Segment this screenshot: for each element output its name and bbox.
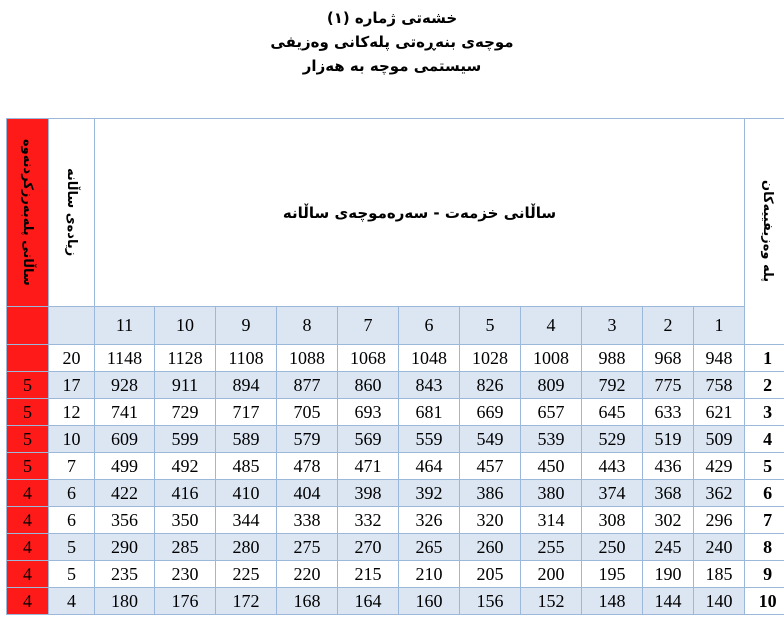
- salary-cell: 275: [277, 534, 338, 561]
- salary-cell: 621: [694, 399, 745, 426]
- year-11: 11: [95, 307, 155, 345]
- salary-cell: 350: [155, 507, 216, 534]
- year-6: 6: [399, 307, 460, 345]
- promotion-years-header: ساڵانی پلەبەرزکردنەوە: [7, 119, 49, 307]
- grade-label: 9: [745, 561, 784, 588]
- grade-label: 5: [745, 453, 784, 480]
- salary-cell: 235: [95, 561, 155, 588]
- salary-cell: 152: [521, 588, 582, 615]
- salary-cell: 386: [460, 480, 521, 507]
- salary-cell: 210: [399, 561, 460, 588]
- salary-cell: 250: [582, 534, 643, 561]
- grade-label: 3: [745, 399, 784, 426]
- salary-cell: 741: [95, 399, 155, 426]
- salary-cell: 499: [95, 453, 155, 480]
- promotion-cell: 4: [7, 534, 49, 561]
- salary-cell: 200: [521, 561, 582, 588]
- table-row: [7, 372, 784, 399]
- salary-cell: 775: [643, 372, 694, 399]
- salary-cell: 416: [155, 480, 216, 507]
- salary-cell: 729: [155, 399, 216, 426]
- salary-cell: 356: [95, 507, 155, 534]
- salary-cell: 190: [643, 561, 694, 588]
- salary-cell: 471: [338, 453, 399, 480]
- increase-cell: 20: [49, 345, 95, 372]
- salary-cell: 1068: [338, 345, 399, 372]
- increase-cell: 7: [49, 453, 95, 480]
- salary-cell: 569: [338, 426, 399, 453]
- salary-cell: 792: [582, 372, 643, 399]
- promotion-cell: [7, 345, 49, 372]
- salary-cell: 1108: [216, 345, 277, 372]
- salary-cell: 225: [216, 561, 277, 588]
- salary-cell: 894: [216, 372, 277, 399]
- salary-cell: 705: [277, 399, 338, 426]
- grade-label: 2: [745, 372, 784, 399]
- salary-cell: 220: [277, 561, 338, 588]
- salary-cell: 429: [694, 453, 745, 480]
- salary-cell: 911: [155, 372, 216, 399]
- salary-cell: 443: [582, 453, 643, 480]
- salary-cell: 362: [694, 480, 745, 507]
- salary-cell: 717: [216, 399, 277, 426]
- promotion-cell: 5: [7, 399, 49, 426]
- salary-cell: 270: [338, 534, 399, 561]
- salary-cell: 260: [460, 534, 521, 561]
- year-8: 8: [277, 307, 338, 345]
- annual-increase-header: زیادەی ساڵانە: [49, 119, 95, 307]
- salary-cell: 302: [643, 507, 694, 534]
- promotion-cell: 4: [7, 507, 49, 534]
- salary-cell: 633: [643, 399, 694, 426]
- salary-cell: 1148: [95, 345, 155, 372]
- salary-cell: 843: [399, 372, 460, 399]
- salary-cell: 160: [399, 588, 460, 615]
- salary-cell: 320: [460, 507, 521, 534]
- salary-cell: 180: [95, 588, 155, 615]
- salary-cell: 332: [338, 507, 399, 534]
- year-header-row: [7, 307, 784, 345]
- table-row: [7, 534, 784, 561]
- table-row: [7, 561, 784, 588]
- salary-cell: 185: [694, 561, 745, 588]
- salary-cell: 374: [582, 480, 643, 507]
- salary-cell: 205: [460, 561, 521, 588]
- promotion-cell: 5: [7, 453, 49, 480]
- grades-header: پلە وەزیفییەکان: [745, 119, 784, 345]
- grade-label: 6: [745, 480, 784, 507]
- salary-cell: 280: [216, 534, 277, 561]
- grade-label: 1: [745, 345, 784, 372]
- salary-cell: 860: [338, 372, 399, 399]
- salary-cell: 877: [277, 372, 338, 399]
- increase-blank-cell: [49, 307, 95, 345]
- table-row: [7, 345, 784, 372]
- salary-cell: 265: [399, 534, 460, 561]
- salary-cell: 928: [95, 372, 155, 399]
- grade-label: 10: [745, 588, 784, 615]
- salary-cell: 338: [277, 507, 338, 534]
- salary-cell: 669: [460, 399, 521, 426]
- salary-cell: 404: [277, 480, 338, 507]
- table-row: [7, 480, 784, 507]
- promotion-cell: 5: [7, 372, 49, 399]
- salary-cell: 1048: [399, 345, 460, 372]
- increase-cell: 17: [49, 372, 95, 399]
- salary-cell: 326: [399, 507, 460, 534]
- year-3: 3: [582, 307, 643, 345]
- salary-cell: 549: [460, 426, 521, 453]
- title-line-1: خشەتی ژمارە (١): [326, 9, 458, 27]
- salary-cell: 380: [521, 480, 582, 507]
- title-block: [0, 6, 784, 78]
- year-1: 1: [694, 307, 745, 345]
- salary-cell: 255: [521, 534, 582, 561]
- promotion-blank-cell: [7, 307, 49, 345]
- salary-cell: 156: [460, 588, 521, 615]
- salary-cell: 245: [643, 534, 694, 561]
- salary-table: [6, 118, 784, 615]
- salary-cell: 1008: [521, 345, 582, 372]
- salary-cell: 599: [155, 426, 216, 453]
- year-5: 5: [460, 307, 521, 345]
- increase-cell: 6: [49, 480, 95, 507]
- grade-label: 7: [745, 507, 784, 534]
- salary-cell: 344: [216, 507, 277, 534]
- salary-cell: 215: [338, 561, 399, 588]
- salary-cell: 410: [216, 480, 277, 507]
- salary-cell: 645: [582, 399, 643, 426]
- salary-cell: 1028: [460, 345, 521, 372]
- salary-cell: 422: [95, 480, 155, 507]
- promotion-cell: 4: [7, 588, 49, 615]
- increase-cell: 4: [49, 588, 95, 615]
- salary-cell: 1088: [277, 345, 338, 372]
- table-row: [7, 399, 784, 426]
- salary-cell: 140: [694, 588, 745, 615]
- salary-cell: 230: [155, 561, 216, 588]
- salary-cell: 681: [399, 399, 460, 426]
- salary-cell: 988: [582, 345, 643, 372]
- increase-cell: 5: [49, 561, 95, 588]
- increase-cell: 6: [49, 507, 95, 534]
- salary-cell: 579: [277, 426, 338, 453]
- promotion-cell: 4: [7, 480, 49, 507]
- title-line-2: موچەی بنەڕەتی پلەکانی وەزیفی: [270, 33, 514, 51]
- salary-cell: 148: [582, 588, 643, 615]
- promotion-cell: 4: [7, 561, 49, 588]
- salary-cell: 519: [643, 426, 694, 453]
- salary-cell: 168: [277, 588, 338, 615]
- salary-cell: 144: [643, 588, 694, 615]
- salary-cell: 176: [155, 588, 216, 615]
- salary-cell: 308: [582, 507, 643, 534]
- salary-cell: 1128: [155, 345, 216, 372]
- salary-cell: 464: [399, 453, 460, 480]
- salary-cell: 948: [694, 345, 745, 372]
- salary-cell: 478: [277, 453, 338, 480]
- grade-label: 4: [745, 426, 784, 453]
- grade-label: 8: [745, 534, 784, 561]
- salary-cell: 398: [338, 480, 399, 507]
- salary-cell: 609: [95, 426, 155, 453]
- year-2: 2: [643, 307, 694, 345]
- salary-cell: 529: [582, 426, 643, 453]
- salary-cell: 164: [338, 588, 399, 615]
- salary-cell: 296: [694, 507, 745, 534]
- salary-cell: 240: [694, 534, 745, 561]
- salary-cell: 589: [216, 426, 277, 453]
- salary-cell: 485: [216, 453, 277, 480]
- salary-cell: 758: [694, 372, 745, 399]
- year-9: 9: [216, 307, 277, 345]
- increase-cell: 5: [49, 534, 95, 561]
- table-row: [7, 507, 784, 534]
- promotion-cell: 5: [7, 426, 49, 453]
- salary-cell: 450: [521, 453, 582, 480]
- salary-cell: 368: [643, 480, 694, 507]
- salary-cell: 290: [95, 534, 155, 561]
- table-row: [7, 453, 784, 480]
- salary-cell: 285: [155, 534, 216, 561]
- increase-cell: 12: [49, 399, 95, 426]
- year-10: 10: [155, 307, 216, 345]
- table-row: [7, 588, 784, 615]
- year-4: 4: [521, 307, 582, 345]
- salary-cell: 968: [643, 345, 694, 372]
- salary-cell: 809: [521, 372, 582, 399]
- salary-cell: 509: [694, 426, 745, 453]
- salary-cell: 172: [216, 588, 277, 615]
- year-7: 7: [338, 307, 399, 345]
- salary-cell: 539: [521, 426, 582, 453]
- salary-cell: 457: [460, 453, 521, 480]
- salary-cell: 492: [155, 453, 216, 480]
- salary-cell: 826: [460, 372, 521, 399]
- salary-cell: 693: [338, 399, 399, 426]
- service-years-header: ساڵانی خزمەت - سەرەموچەی ساڵانە: [95, 119, 745, 307]
- salary-cell: 392: [399, 480, 460, 507]
- salary-cell: 436: [643, 453, 694, 480]
- salary-cell: 314: [521, 507, 582, 534]
- salary-cell: 657: [521, 399, 582, 426]
- table-row: [7, 426, 784, 453]
- increase-cell: 10: [49, 426, 95, 453]
- salary-cell: 195: [582, 561, 643, 588]
- salary-cell: 559: [399, 426, 460, 453]
- title-line-3: سیستمی موچە بە هەزار: [302, 57, 482, 75]
